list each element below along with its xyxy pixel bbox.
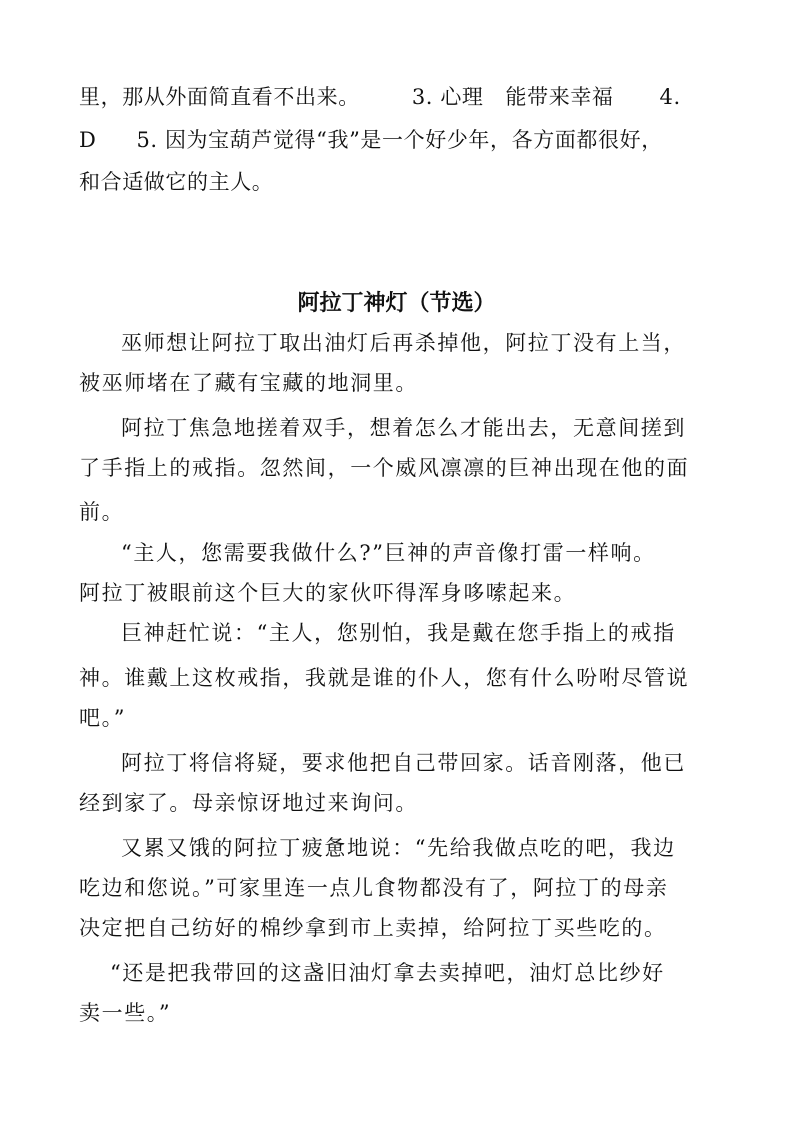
story-line: 阿拉丁焦急地搓着双手，想着怎么才能出去，无意间搓到 [121,416,686,440]
story-line: 决定把自己纺好的棉纱拿到市上卖掉，给阿拉丁买些吃的。 [79,916,667,940]
story-title: 阿拉丁神灯（节选） [297,290,496,316]
story-line: 经到家了。母亲惊讶地过来询问。 [79,791,418,815]
answer-5-text-cont: 和合适做它的主人。 [79,170,274,194]
answer-line-3 [79,168,719,196]
story-line: 又累又饿的阿拉丁疲惫地说：“先给我做点吃的吧，我边 [121,836,676,860]
story-line: 阿拉丁被眼前这个巨大的家伙吓得浑身哆嗦起来。 [79,581,577,605]
answer-4-label: 4. [659,85,681,109]
answer-text-2: 里，那从外面简直看不出来。 [79,85,360,109]
story-line: 神。谁戴上这枚戒指，我就是谁的仆人，您有什么吩咐尽管说 [79,666,690,690]
story-line: 吃边和您说。”可家里连一点儿食物都没有了，阿拉丁的母亲 [79,876,669,900]
story-line: “还是把我带回的这盏旧油灯拿去卖掉吧，油灯总比纱好 [110,961,665,985]
story-line: 巨神赶忙说：“主人，您别怕，我是戴在您手指上的戒指 [121,621,676,645]
answer-3-text: 能带来幸福 [505,85,614,109]
story-line: 巫师想让阿拉丁取出油灯后再杀掉他，阿拉丁没有上当， [121,331,686,355]
story-line: “主人，您需要我做什么?”巨神的声音像打雷一样响。 [121,541,656,565]
answer-5-text: 5. 因为宝葫芦觉得“我”是一个好少年，各方面都很好， [136,128,663,152]
answer-line-2 [79,126,719,154]
answer-line-1 [79,83,719,111]
story-line: 阿拉丁将信将疑，要求他把自己带回家。话音刚落，他已 [121,751,686,775]
answer-3-label: 3. 心理 [411,85,484,109]
story-line: 被巫师堵在了藏有宝藏的地洞里。 [79,371,418,395]
story-line: 卖一些。” [79,1001,172,1025]
answer-4-value: D [79,128,97,152]
story-line: 了手指上的戒指。忽然间，一个威风凛凛的巨神出现在他的面 [79,456,690,480]
story-line: 吧。” [79,706,127,730]
story-line: 前。 [79,500,125,524]
